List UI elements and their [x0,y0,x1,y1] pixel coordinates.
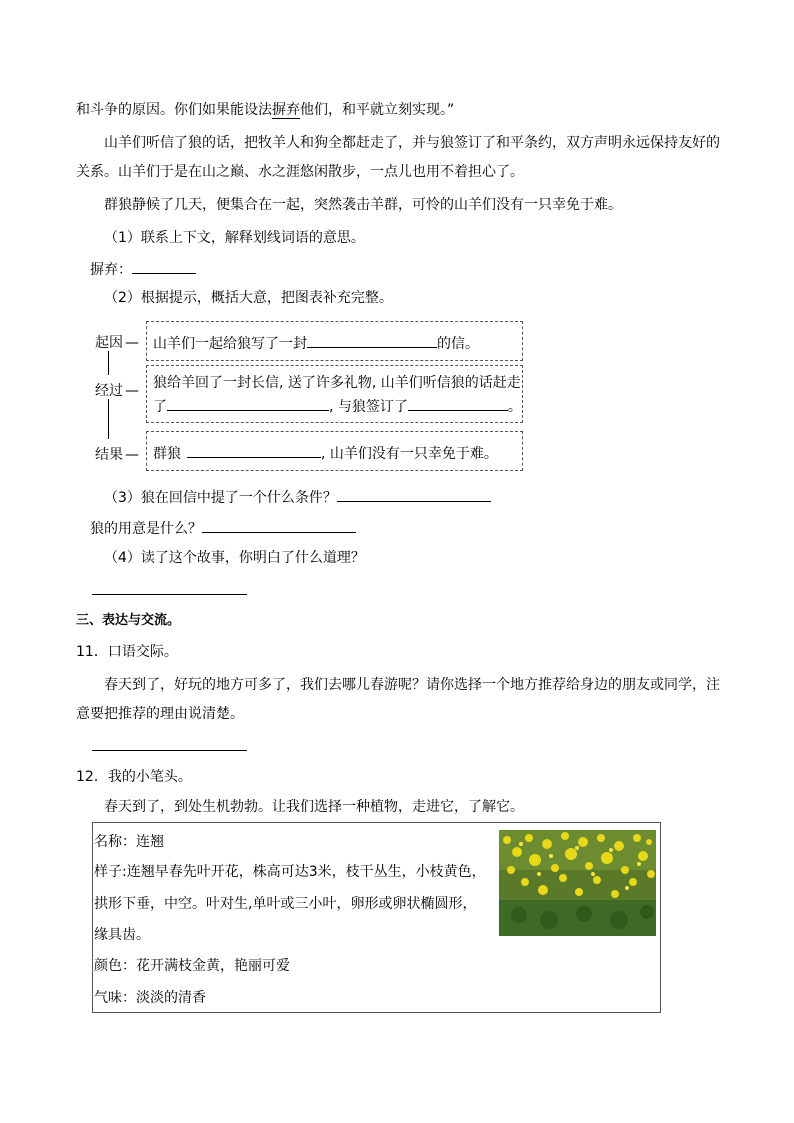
plant-smell: 气味：淡淡的清香 [94,990,206,1006]
forsythia-photo [499,830,656,936]
box-text: 。 [507,399,522,415]
box-text: , 与狼签订了 [329,399,408,415]
passage-line-3: 关系。山羊们于是在山之巅、水之涯悠闲散步，一点儿也用不着担心了。 [76,164,524,180]
plant-description-3: 缘具齿。 [94,927,150,943]
result-box [146,431,523,471]
cause-blank[interactable] [307,333,437,348]
diagram-label-cause [95,332,139,352]
connector-dash: — [125,335,139,351]
box-text: 狼给羊回了一封长信, 送了许多礼物, 山羊们听信狼的话赶走 [153,375,521,391]
forsythia-image [499,830,656,936]
question-1-answer-row [90,259,196,279]
section-heading: 三、表达与交流。 [76,613,181,628]
question-1-prompt: （1）联系上下文，解释划线词语的意思。 [104,230,365,246]
answer-blank[interactable] [202,518,356,533]
question-12-intro: 春天到了，到处生机勃勃。让我们选择一种植物，走进它，了解它。 [104,799,524,815]
answer-label: 摒弃： [90,262,132,278]
result-blank[interactable] [187,443,321,458]
process-blank-1[interactable] [167,396,329,411]
answer-blank[interactable] [132,259,196,274]
connector-dash: — [125,447,139,463]
passage-text: 和斗争的原因。你们如果能设法 [76,102,272,118]
answer-line[interactable] [92,594,247,595]
box-text: , 山羊们没有一只幸免于难。 [321,446,498,462]
passage-text: 他们，和平就立刻实现。” [300,102,455,118]
question-2-prompt: （2）根据提示，概括大意，把图表补充完整。 [104,290,393,306]
connector-line [108,351,109,375]
answer-blank[interactable] [337,487,491,502]
connector-dash: — [125,383,139,399]
box-text: 的信。 [437,336,479,352]
question-4-prompt: （4）读了这个故事，你明白了什么道理？ [104,550,365,566]
underlined-word: 摒弃 [272,102,300,118]
connector-line [108,399,109,439]
box-text: 了 [153,399,167,415]
label-text: 经过 [95,383,123,399]
plant-color: 颜色：花开满枝金黄，艳丽可爱 [94,958,290,974]
question-3-prompt: （3）狼在回信中提了一个什么条件？ [104,490,337,506]
plant-name: 名称：连翘 [94,834,164,850]
process-blank-2[interactable] [408,396,508,411]
question-11-line-1: 春天到了，好玩的地方可多了，我们去哪儿春游呢？请你选择一个地方推荐给身边的朋友或同学，注 [104,677,720,693]
question-3-row [104,487,491,507]
question-12-title: 12．我的小笔头。 [76,769,192,785]
cause-box [146,321,523,361]
plant-info-card [92,822,661,1013]
label-text: 结果 [95,447,123,463]
question-3-followup: 狼的用意是什么？ [90,521,202,537]
box-text: 群狼 [153,446,181,462]
passage-line-2: 山羊们听信了狼的话，把牧羊人和狗全都赶走了，并与狼签订了和平条约，双方声明永远保持友好的 [104,135,720,151]
diagram-label-result [95,444,139,464]
plant-description-1: 样子:连翘早春先叶开花，株高可达3米，枝干丛生，小枝黄色， [94,864,486,880]
answer-line[interactable] [92,750,247,751]
label-text: 起因 [95,335,123,351]
question-11-line-2: 意要把推荐的理由说清楚。 [76,706,244,722]
passage-line-4: 群狼静候了几天，便集合在一起，突然袭击羊群，可怜的山羊们没有一只幸免于难。 [104,197,622,213]
question-11-title: 11．口语交际。 [76,644,178,660]
plant-description-2: 拱形下垂，中空。叶对生,单叶或三小叶，卵形或卵状椭圆形， [94,896,477,912]
diagram-label-process [95,380,139,400]
box-text: 山羊们一起给狼写了一封 [153,336,307,352]
question-3-followup-row [90,518,356,538]
passage-line-1 [76,101,454,119]
process-box [146,365,523,423]
